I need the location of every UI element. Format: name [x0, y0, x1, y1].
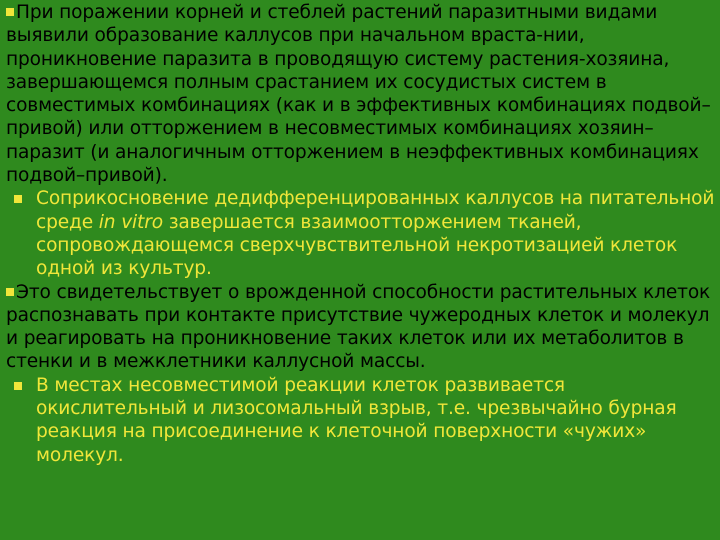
square-bullet-icon: [6, 288, 14, 296]
paragraph-2-text-before: Соприкосновение дедифференцированных каллусов на питательной среде: [36, 188, 715, 233]
paragraph-2-italic-term: in vitro: [98, 211, 163, 233]
square-bullet-icon: [14, 195, 22, 203]
paragraph-2: [6, 187, 716, 280]
square-bullet-icon: [14, 382, 22, 390]
paragraph-1-text: При поражении корней и стеблей растений паразитными видами выявили образование каллусов при начальном враста-нии, проникновение паразита в проводящую систему растения-хозяина, завершающемся полным срастанием их сосудистых систем в совместимых комбинациях (как и в эффективных комбинациях подвой–привой) или отторжением в несовместимых комбинациях хозяин–паразит (и аналогичным отторжением в неэффективных комбинациях подвой–привой).: [6, 2, 711, 187]
paragraph-3: [6, 281, 716, 374]
paragraph-3-text: Это свидетельствует о врожденной способности растительных клеток распознавать при контакте присутствие чужеродных клеток и молекул и реагировать на проникновение таких клеток или их метаболитов в стенки и в межклетники каллусной массы.: [6, 281, 711, 373]
paragraph-4: [6, 374, 716, 467]
square-bullet-icon: [6, 8, 14, 16]
paragraph-4-text: В местах несовместимой реакции клеток развивается окислительный и лизосомальный взрыв, т.е. чрезвычайно бурная реакция на присоединение к клеточной поверхности «чужих» молекул.: [36, 374, 677, 466]
paragraph-1: [6, 1, 716, 187]
paragraph-2-text-after: завершается взаимоотторжением тканей, сопровождающемся сверхчувствительной некротизацией клеток одной из культур.: [36, 211, 678, 280]
